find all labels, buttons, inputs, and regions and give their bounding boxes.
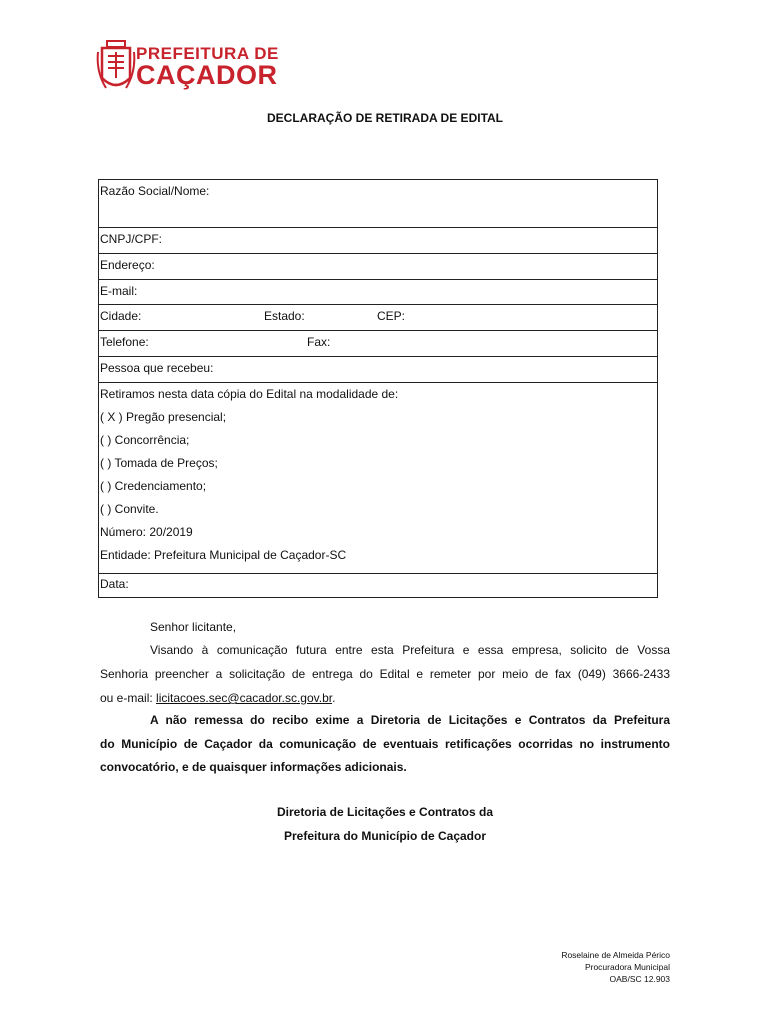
paragraph1-line3 [100, 691, 335, 705]
row-cidade [99, 305, 657, 331]
notice-line3: convocatório, e de quaisquer informações adicionais. [100, 760, 407, 774]
option-tomada: ( ) Tomada de Preços; [100, 456, 218, 470]
label-razao: Razão Social/Nome: [100, 184, 210, 198]
row-razao [99, 180, 657, 228]
row-cnpj [99, 228, 657, 254]
paragraph1-line2: Senhoria preencher a solicitação de entrega do Edital e remeter por meio de fax (049) 3666-2433 [100, 667, 670, 681]
row-pessoa [99, 357, 657, 383]
form-table [98, 179, 658, 598]
label-estado: Estado: [264, 309, 305, 323]
logo-line2: CAÇADOR [136, 60, 278, 90]
label-pessoa: Pessoa que recebeu: [100, 361, 214, 375]
document-title: DECLARAÇÃO DE RETIRADA DE EDITAL [267, 111, 503, 125]
row-data [99, 574, 657, 598]
row-modalidade [99, 383, 657, 574]
row-telefone [99, 331, 657, 357]
row-endereco [99, 254, 657, 280]
footer-line1: Diretoria de Licitações e Contratos da [276, 805, 494, 819]
email-link[interactable]: licitacoes.sec@cacador.sc.gov.br [156, 691, 333, 705]
signature-oab: OAB/SC 12.903 [609, 974, 670, 984]
signature-role: Procuradora Municipal [584, 962, 670, 972]
label-cep: CEP: [377, 309, 406, 323]
label-cnpj: CNPJ/CPF: [100, 232, 163, 246]
logo-line1: PREFEITURA DE [136, 44, 279, 63]
numero: Número: 20/2019 [100, 525, 193, 539]
logo [96, 38, 279, 98]
label-fax: Fax: [307, 335, 331, 349]
label-email: E-mail: [100, 284, 138, 298]
footer-line2: Prefeitura do Município de Caçador [283, 829, 487, 843]
option-convite: ( ) Convite. [100, 502, 159, 516]
email-prefix: ou e-mail: [100, 691, 157, 705]
greeting: Senhor licitante, [150, 620, 237, 634]
label-cidade: Cidade: [100, 309, 142, 323]
option-credenciamento: ( ) Credenciamento; [100, 479, 207, 493]
signature-name: Roselaine de Almeida Périco [561, 950, 670, 960]
coat-of-arms-icon [96, 38, 136, 96]
email-suffix: . [332, 691, 336, 705]
row-email [99, 280, 657, 305]
option-pregao: ( X ) Pregão presencial; [100, 410, 227, 424]
modalidade-intro: Retiramos nesta data cópia do Edital na modalidade de: [100, 387, 399, 401]
option-concorrencia: ( ) Concorrência; [100, 433, 190, 447]
label-endereco: Endereço: [100, 258, 155, 272]
notice-line2: do Município de Caçador da comunicação de eventuais retificações ocorridas no instrumento [100, 737, 670, 751]
label-data: Data: [100, 577, 129, 591]
paragraph1-line1: Visando à comunicação futura entre esta Prefeitura e essa empresa, solicito de Vossa [150, 643, 670, 657]
entidade: Entidade: Prefeitura Municipal de Caçador-SC [100, 548, 347, 562]
notice-line1: A não remessa do recibo exime a Diretoria de Licitações e Contratos da Prefeitura [150, 713, 670, 727]
label-telefone: Telefone: [100, 335, 149, 349]
